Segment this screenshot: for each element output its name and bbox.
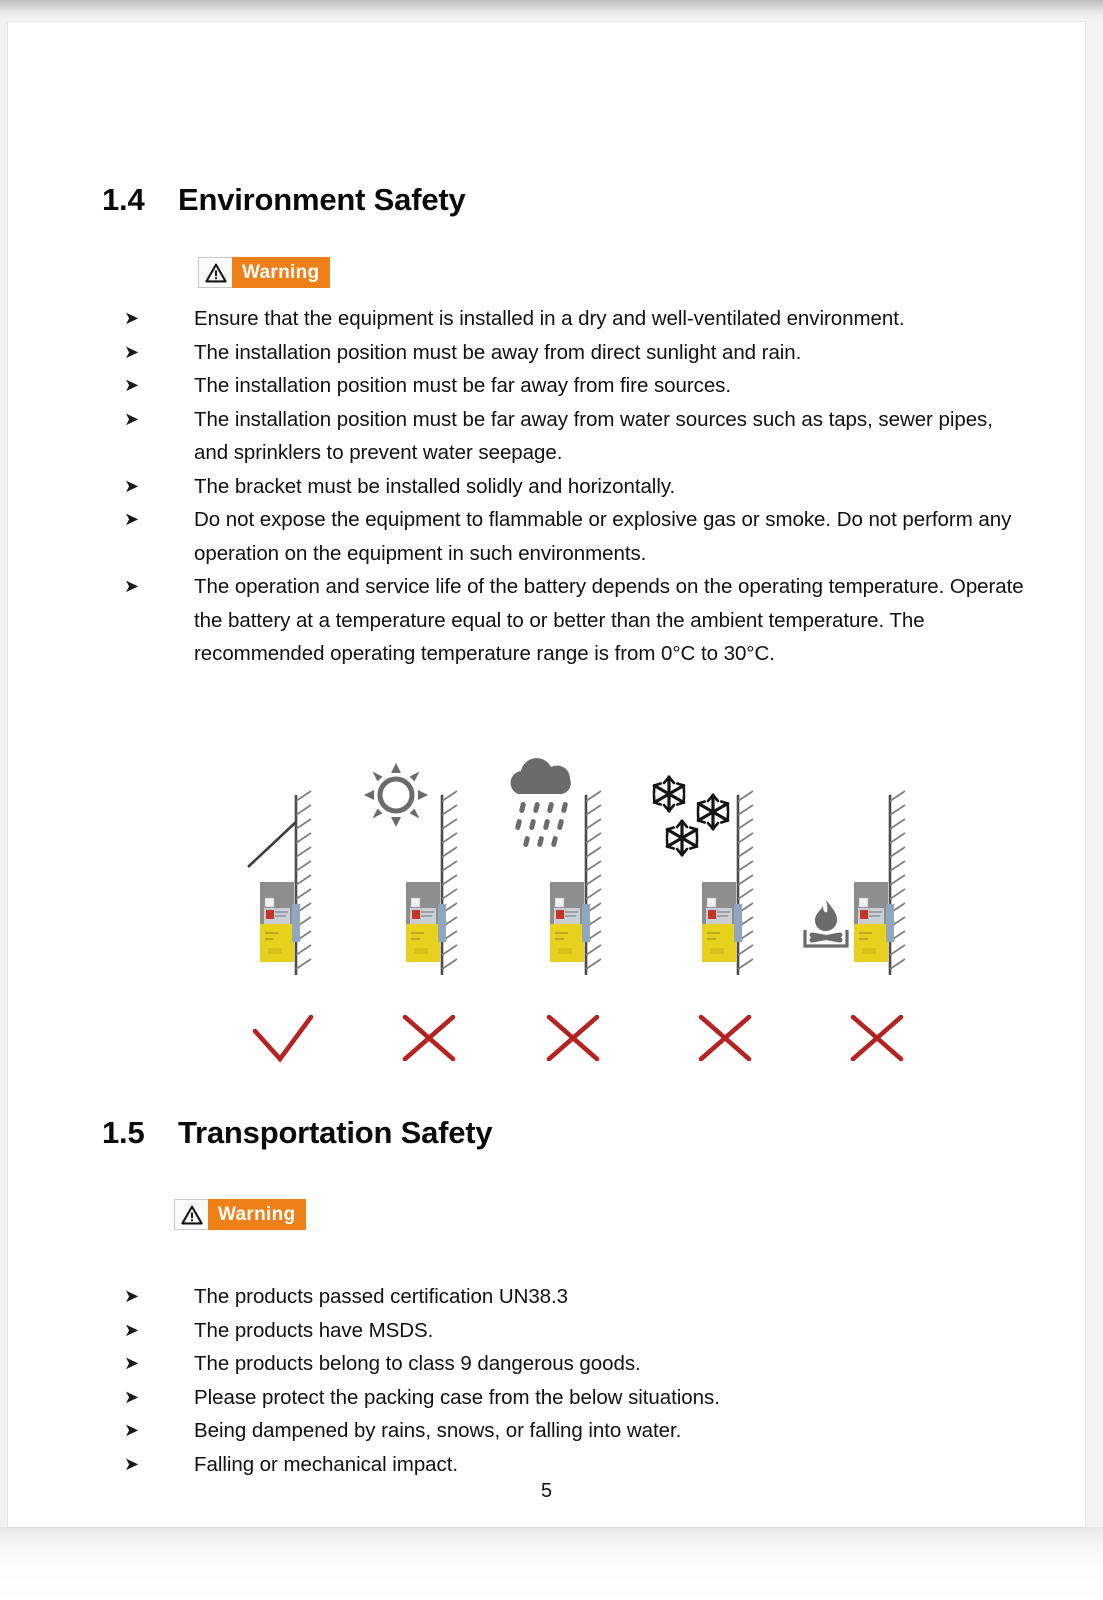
list-item-text: The products passed certification UN38.3 (194, 1285, 569, 1308)
bullet-arrow-icon: ➤ (124, 576, 140, 596)
list-item (102, 1381, 1032, 1415)
list-item-text: The bracket must be installed solidly and horizontally. (194, 474, 676, 498)
heading-environment-safety (102, 182, 466, 218)
viewer-right-gutter (1085, 22, 1103, 1527)
bullet-arrow-icon: ➤ (124, 341, 140, 362)
bullet-arrow-icon: ➤ (124, 1420, 140, 1440)
bullet-arrow-icon: ➤ (124, 1286, 140, 1306)
heading-number: 1.4 (102, 182, 145, 217)
page-number: 5 (540, 1480, 553, 1502)
panel-snow (654, 777, 753, 1059)
bullet-arrow-icon: ➤ (124, 308, 140, 328)
list-item (102, 1314, 1032, 1348)
panel-direct-sunlight (364, 763, 457, 1059)
list-item (102, 369, 1032, 403)
list-item-text: The products have MSDS. (194, 1318, 434, 1342)
panel-rain (511, 758, 601, 1059)
list-item (102, 336, 1032, 370)
list-item-text: Being dampened by rains, snows, or falling into water. (194, 1419, 682, 1442)
heading-title: Environment Safety (178, 182, 466, 217)
list-item-text: Ensure that the equipment is installed in a dry and well-ventilated environment. (194, 307, 905, 330)
heading-number: 1.5 (102, 1115, 145, 1150)
bullet-arrow-icon: ➤ (124, 509, 140, 529)
bullet-arrow-icon: ➤ (124, 1386, 140, 1407)
heading-title: Transportation Safety (178, 1115, 493, 1150)
list-item-text: Do not expose the equipment to flammable or explosive gas or smoke. Do not perform any operation on the equipment in such environments. (194, 508, 1012, 565)
list-item (102, 1347, 1032, 1381)
list-item-text: Please protect the packing case from the below situations. (194, 1385, 720, 1409)
viewer-bottom-band (0, 1527, 1103, 1600)
panel-fire (805, 791, 905, 1059)
warning-label-2: Warning (208, 1199, 306, 1230)
list-item (102, 570, 1032, 671)
bullet-list-transportation (102, 1280, 1032, 1481)
list-item-text: Falling or mechanical impact. (194, 1452, 459, 1476)
list-item (102, 1448, 1032, 1482)
list-item-text: The installation position must be away from direct sunlight and rain. (194, 340, 802, 364)
bullet-arrow-icon: ➤ (124, 375, 140, 395)
list-item-text: The products belong to class 9 dangerous goods. (194, 1352, 641, 1375)
list-item-text: The installation position must be far away from fire sources. (194, 374, 732, 397)
list-item (102, 403, 1032, 470)
warning-triangle-icon (174, 1199, 208, 1230)
warning-label-1: Warning (232, 257, 330, 288)
bullet-arrow-icon: ➤ (124, 1453, 140, 1474)
warning-badge-1 (198, 257, 330, 288)
list-item-text: The installation position must be far away from water sources such as taps, sewer pipes, and sprinklers to prevent water seepage. (194, 407, 993, 464)
panel-correct-install (248, 791, 311, 1059)
warning-badge-2 (174, 1199, 306, 1230)
bullet-arrow-icon: ➤ (124, 1353, 140, 1373)
list-item-text: The operation and service life of the battery depends on the operating temperature. Operate the battery at a temperature equal to or better than the ambient temperature. The recommended operating temperature range is from 0°C to 30°C. (194, 575, 1024, 665)
list-item (102, 302, 1032, 336)
document-page (8, 22, 1085, 1527)
warning-triangle-icon (198, 257, 232, 288)
list-item (102, 1414, 1032, 1448)
list-item (102, 470, 1032, 504)
bullet-list-environment (102, 302, 1032, 671)
list-item (102, 1280, 1032, 1314)
bullet-arrow-icon: ➤ (124, 475, 140, 496)
bullet-arrow-icon: ➤ (124, 408, 140, 429)
bullet-arrow-icon: ➤ (124, 1319, 140, 1340)
list-item (102, 503, 1032, 570)
heading-transportation-safety (102, 1115, 492, 1151)
